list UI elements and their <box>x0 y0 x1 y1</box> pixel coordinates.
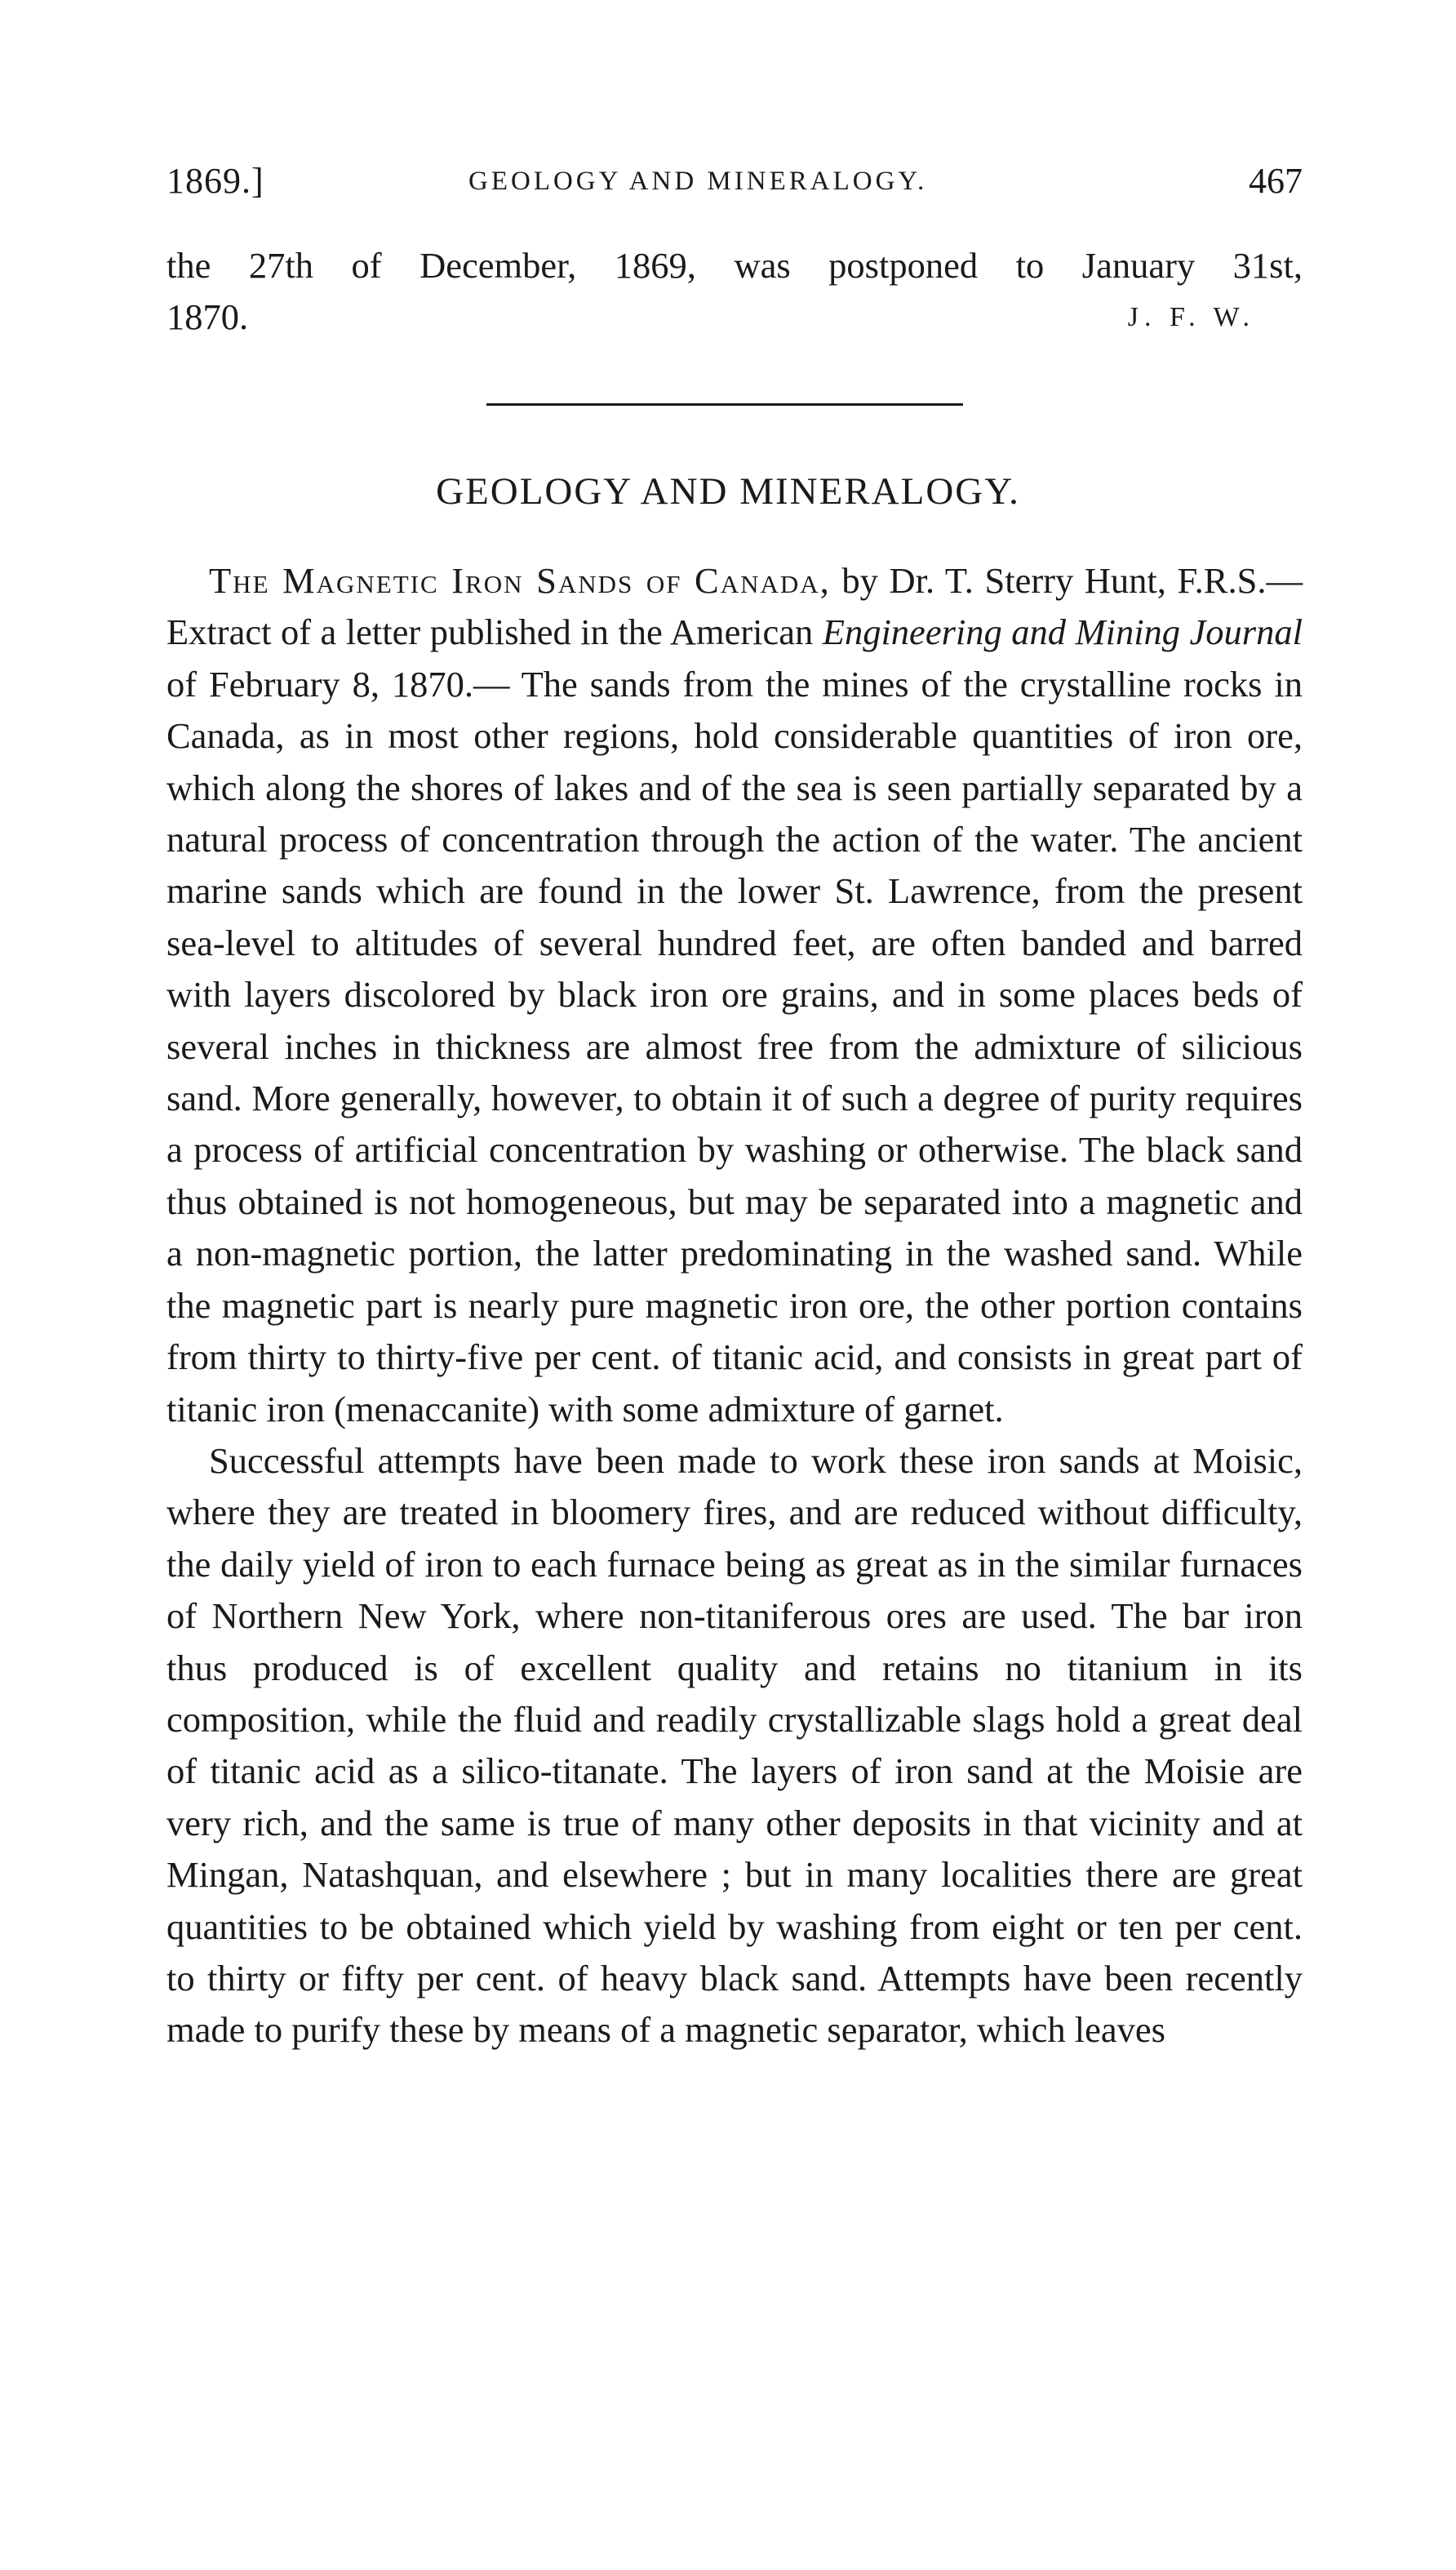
running-head-title: GEOLOGY AND MINERALOGY. <box>468 167 928 196</box>
running-head-year: 1869.] <box>166 161 264 201</box>
continuation-last-line <box>166 291 1303 343</box>
continuation-year: 1870. <box>166 296 249 338</box>
author-signature: J. F. W. <box>1127 302 1255 333</box>
journal-title: Engineering and Mining Journal <box>822 611 1303 653</box>
running-head <box>166 160 1303 209</box>
section-title: GEOLOGY AND MINERALOGY. <box>436 470 1020 513</box>
section-divider <box>486 403 963 406</box>
page-number: 467 <box>1249 161 1303 201</box>
previous-article-continuation <box>166 240 1303 343</box>
article-author: by Dr. T. Sterry Hunt, F.R.S.—Extract of a letter published in the American <box>166 560 1303 653</box>
article-paragraph-2: Successful attempts have been made to work these iron sands at Moisic, where they are treated in bloomery fires, and are reduced without difficulty, the daily yield of iron to each furnace being as great as in the similar furnaces of Northern New York, where non-titaniferous ores are used. The bar iron thus produced is of excellent quality and retains no titanium in its composition, while the fluid and readily crystallizable slags hold a great deal of titanic acid as a silico-titanate. The layers of iron sand at the Moisie are very rich, and the same is true of many other deposits in that vicinity and at Mingan, Natashquan, and elsewhere ; but in many localities there are great quantities to be obtained which yield by washing from eight or ten per cent. to thirty or fifty per cent. of heavy black sand. Attempts have been recently made to purify these by means of a magnetic separator, which leaves <box>166 1439 1303 2051</box>
article-paragraph-1 <box>166 555 1303 1435</box>
article-date: of February 8, 1870.— <box>166 663 510 705</box>
paragraph-1-text: The sands from the mines of the crystalline rocks in Canada, as in most other regions, hold considerable quantities of iron ore, which along the shores of lakes and of the sea is seen partially separated by a natural process of concentration through the action of the water. The ancient marine sands which are found in the lower St. Lawrence, from the present sea-level to altitudes of several hundred feet, are often banded and barred with layers discolored by black iron ore grains, and in some places beds of several inches in thickness are almost free from the admixture of silicious sand. More generally, however, to obtain it of such a degree of purity requires a process of artificial concentration by washing or otherwise. The black sand thus obtained is not homogeneous, but may be separated into a magnetic and a non-magnetic portion, the latter predominating in the washed sand. While the magnetic part is nearly pure magnetic iron ore, the other portion contains from thirty to thirty-five per cent. of titanic acid, and consists in great part of titanic iron (menaccanite) with some admixture of garnet. <box>166 663 1303 1430</box>
continuation-line: the 27th of December, 1869, was postponed to January 31st, <box>166 245 1303 286</box>
article-lead-title: The Magnetic Iron Sands of Canada, <box>209 560 831 601</box>
article-body <box>166 555 1303 2056</box>
